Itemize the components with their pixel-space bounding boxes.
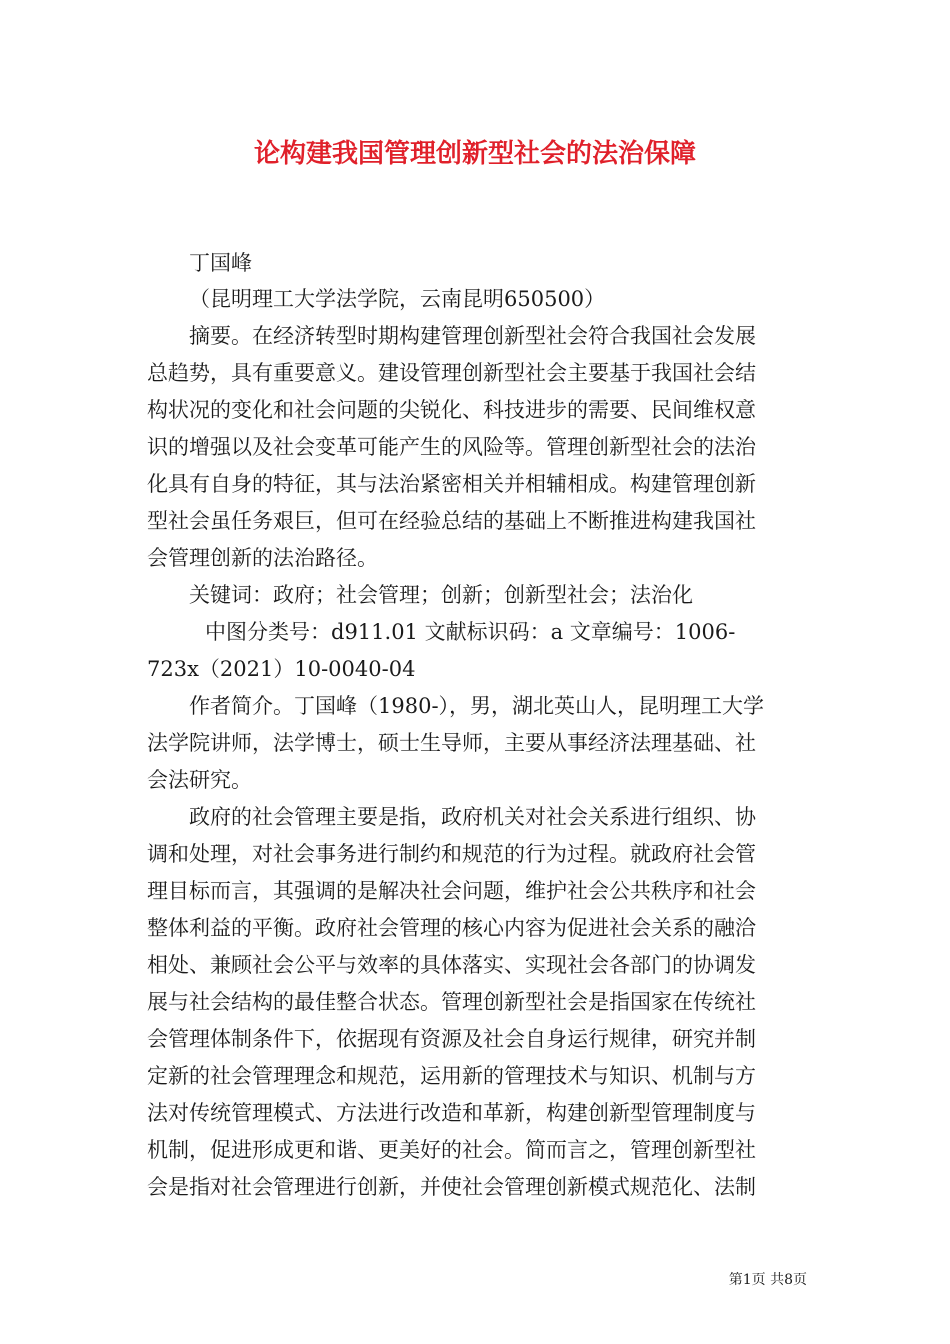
abstract-line: 总趋势，具有重要意义。建设管理创新型社会主要基于我国社会结: [147, 361, 756, 385]
abstract-line: 识的增强以及社会变革可能产生的风险等。管理创新型社会的法治: [147, 435, 756, 459]
body-line: 定新的社会管理理念和规范，运用新的管理技术与知识、机制与方: [147, 1064, 756, 1088]
body-line: 展与社会结构的最佳整合状态。管理创新型社会是指国家在传统社: [147, 990, 756, 1014]
abstract-line: 化具有自身的特征，其与法治紧密相关并相辅相成。构建管理创新: [147, 472, 756, 496]
body-line: 会管理体制条件下，依据现有资源及社会自身运行规律，研究并制: [147, 1027, 756, 1051]
body-line: 政府的社会管理主要是指，政府机关对社会关系进行组织、协: [189, 805, 756, 829]
author-bio-line: 会法研究。: [147, 768, 252, 792]
abstract-line: 会管理创新的法治路径。: [147, 546, 378, 570]
abstract-line: 摘要。在经济转型时期构建管理创新型社会符合我国社会发展: [189, 324, 756, 348]
body-line: 理目标而言，其强调的是解决社会问题，维护社会公共秩序和社会: [147, 879, 756, 903]
body-line: 法对传统管理模式、方法进行改造和革新，构建创新型管理制度与: [147, 1101, 756, 1125]
classification-line: 中图分类号：d911.01 文献标识码：a 文章编号：1006-: [205, 620, 736, 644]
classification-line: 723x（2021）10-0040-04: [147, 657, 416, 681]
keywords: 关键词：政府；社会管理；创新；创新型社会；法治化: [189, 583, 693, 607]
body-line: 相处、兼顾社会公平与效率的具体落实、实现社会各部门的协调发: [147, 953, 756, 977]
abstract-line: 型社会虽任务艰巨，但可在经验总结的基础上不断推进构建我国社: [147, 509, 756, 533]
document-title: 论构建我国管理创新型社会的法治保障: [253, 139, 696, 169]
author-bio-line: 法学院讲师，法学博士，硕士生导师，主要从事经济法理基础、社: [147, 731, 756, 755]
body-line: 调和处理，对社会事务进行制约和规范的行为过程。就政府社会管: [147, 842, 756, 866]
author-bio-line: 作者简介。丁国峰（1980-），男，湖北英山人，昆明理工大学: [189, 694, 765, 718]
body-line: 会是指对社会管理进行创新，并使社会管理创新模式规范化、法制: [147, 1175, 756, 1199]
abstract-line: 构状况的变化和社会问题的尖锐化、科技进步的需要、民间维权意: [147, 398, 756, 422]
page-number: 第1页 共8页: [728, 1272, 807, 1288]
author-affiliation: （昆明理工大学法学院，云南昆明650500）: [189, 287, 606, 311]
author-name: 丁国峰: [189, 251, 252, 275]
body-line: 整体利益的平衡。政府社会管理的核心内容为促进社会关系的融洽: [147, 916, 756, 940]
body-line: 机制，促进形成更和谐、更美好的社会。简而言之，管理创新型社: [147, 1138, 756, 1162]
